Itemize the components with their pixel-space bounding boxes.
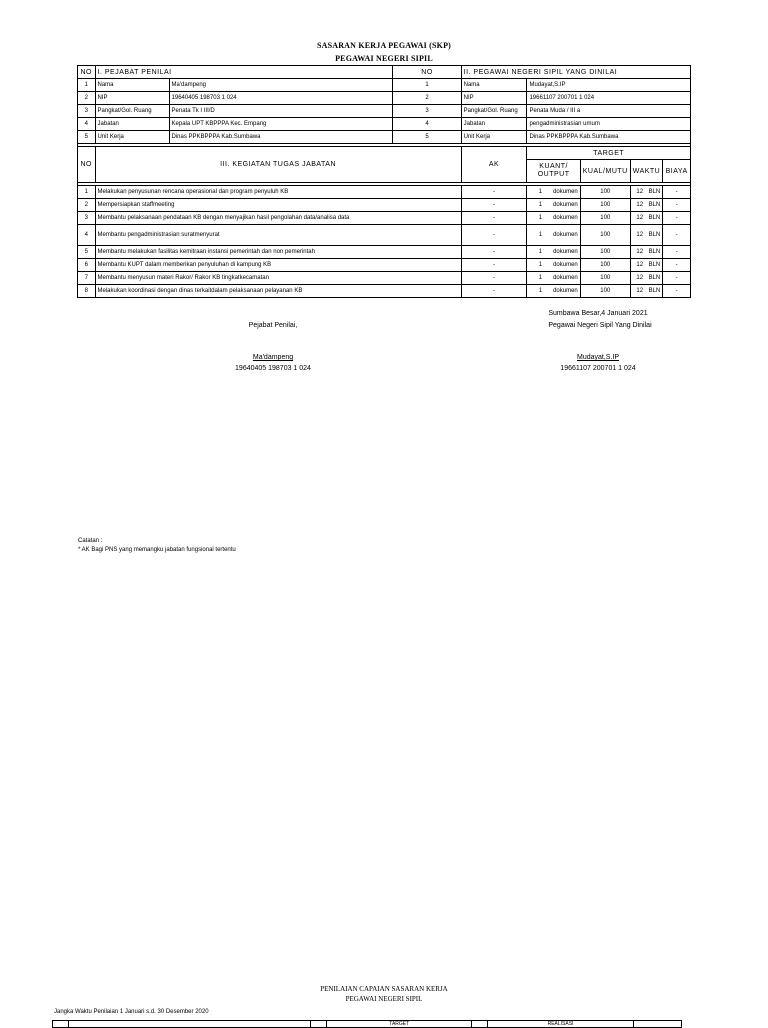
dinilai-no: 4 <box>393 118 461 131</box>
dinilai-value: pengadministrasian umum <box>527 118 691 131</box>
activity-time <box>630 259 663 272</box>
activity-quality: 100 <box>580 199 630 212</box>
doc-title-line1: SASARAN KERJA PEGAWAI (SKP) <box>316 41 452 50</box>
activity-ak: - <box>461 225 527 246</box>
np-cell <box>472 1021 488 1028</box>
activity-quality: 100 <box>580 285 630 298</box>
activity-output-unit: dokumen <box>553 249 578 255</box>
kual-header: KUAL/MUTU <box>580 160 630 183</box>
activity-output <box>527 199 580 212</box>
activity-output <box>527 225 580 246</box>
penilai-field: Unit Kerja <box>95 131 169 144</box>
activity-no: 7 <box>78 272 96 285</box>
ak-header: AK <box>461 147 527 183</box>
activity-output <box>527 259 580 272</box>
activity-time-unit: BLN <box>648 275 661 281</box>
activity-output <box>527 246 580 259</box>
activity-time-unit: BLN <box>648 232 661 238</box>
activity-cost: - <box>663 259 691 272</box>
activity-output-qty: 1 <box>538 189 543 195</box>
activity-quality: 100 <box>580 259 630 272</box>
activity-cost: - <box>663 212 691 225</box>
activity-time <box>630 246 663 259</box>
activity-time-value: 12 <box>636 249 644 255</box>
activity-no: 8 <box>78 285 96 298</box>
skp-table <box>77 65 691 298</box>
dinilai-field: NIP <box>461 92 527 105</box>
activity-text: Melakukan koordinasi dengan dinas terkaitdalam pelaksanaan pelayanan KB <box>95 285 461 298</box>
dinilai-value: Mudayat,S.IP <box>527 79 691 92</box>
activity-no: 4 <box>78 225 96 246</box>
biaya-header: BIAYA <box>663 160 691 183</box>
activity-output-qty: 1 <box>538 232 543 238</box>
penilai-no: 3 <box>78 105 96 118</box>
activity-row <box>78 225 691 246</box>
activity-ak: - <box>461 246 527 259</box>
activity-time-value: 12 <box>636 232 644 238</box>
header-row <box>78 66 691 79</box>
activity-time <box>630 285 663 298</box>
activity-output-qty: 1 <box>538 249 543 255</box>
left-signer-role: Pejabat Penilai, <box>248 322 298 329</box>
activity-time-value: 12 <box>636 275 644 281</box>
activity-ak: - <box>461 272 527 285</box>
kuant-header: KUANT/ OUTPUT <box>527 160 580 183</box>
activity-cost: - <box>663 246 691 259</box>
activity-output-unit: dokumen <box>553 275 578 281</box>
activity-no: 2 <box>78 199 96 212</box>
activity-row <box>78 259 691 272</box>
dinilai-field: Nama <box>461 79 527 92</box>
sign-date: Sumbawa Besar,4 Januari 2021 <box>548 310 648 317</box>
activity-cost: - <box>663 186 691 199</box>
penilai-value: Ma'dampeng <box>169 79 393 92</box>
activity-text: Membantu pelaksanaan pendataan KB dengan menyajikan hasil pengolahan data/analisa data <box>95 212 461 225</box>
activity-time-value: 12 <box>636 262 644 268</box>
activity-time-unit: BLN <box>648 249 661 255</box>
no-header-right: NO <box>393 66 461 79</box>
no-header: NO <box>78 66 96 79</box>
activity-time <box>630 186 663 199</box>
activity-text: Melakukan penyusunan rencana operasional dan program penyuluh KB <box>95 186 461 199</box>
activity-quality: 100 <box>580 212 630 225</box>
activity-row <box>78 199 691 212</box>
penilai-no: 2 <box>78 92 96 105</box>
activity-output-unit: dokumen <box>553 202 578 208</box>
penilai-header: I. PEJABAT PENILAI <box>95 66 393 79</box>
activity-cost: - <box>663 272 691 285</box>
np-cell <box>633 1021 681 1028</box>
activity-output <box>527 285 580 298</box>
identity-row <box>78 118 691 131</box>
activity-cost: - <box>663 285 691 298</box>
activity-time-value: 12 <box>636 288 644 294</box>
penilai-field: Jabatan <box>95 118 169 131</box>
penilai-value: Penata Tk I III/D <box>169 105 393 118</box>
activity-row <box>78 272 691 285</box>
left-signer-name: Ma'dampeng <box>252 354 294 361</box>
target-header: TARGET <box>527 147 691 160</box>
activity-output <box>527 272 580 285</box>
dinilai-field: Jabatan <box>461 118 527 131</box>
penilai-value: 19640405 198703 1 024 <box>169 92 393 105</box>
penilai-field: Nama <box>95 79 169 92</box>
activity-cost: - <box>663 199 691 212</box>
activity-row <box>78 186 691 199</box>
activity-cost: - <box>663 225 691 246</box>
dinilai-value: Dinas PPKBPPPA Kab.Sumbawa <box>527 131 691 144</box>
activity-ak: - <box>461 285 527 298</box>
kegiatan-header: III. KEGIATAN TUGAS JABATAN <box>95 147 461 183</box>
activity-time-unit: BLN <box>648 202 661 208</box>
activity-time <box>630 272 663 285</box>
activity-output-unit: dokumen <box>553 189 578 195</box>
activity-output-qty: 1 <box>538 288 543 294</box>
np-cell <box>311 1021 327 1028</box>
np-realisasi-header: REALISASI <box>488 1021 633 1028</box>
dinilai-no: 5 <box>393 131 461 144</box>
notes-text: * AK Bagi PNS yang memangku jabatan fungsional tertentu <box>78 547 236 553</box>
activity-output-unit: dokumen <box>553 288 578 294</box>
identity-row <box>78 131 691 144</box>
activity-ak: - <box>461 212 527 225</box>
np-cell <box>69 1021 311 1028</box>
activity-no: 5 <box>78 246 96 259</box>
penilai-field: NIP <box>95 92 169 105</box>
activity-output-qty: 1 <box>538 202 543 208</box>
next-page-table <box>52 1020 682 1028</box>
activity-text: Membantu KUPT dalam memberikan penyuluhan di kampung KB <box>95 259 461 272</box>
penilai-no: 1 <box>78 79 96 92</box>
kegiatan-no-header: NO <box>78 147 96 183</box>
activity-time-unit: BLN <box>648 262 661 268</box>
activity-row <box>78 246 691 259</box>
activity-output-unit: dokumen <box>553 232 578 238</box>
np-cell <box>53 1021 69 1028</box>
right-signer-nip: 19661107 200701 1 024 <box>560 365 636 372</box>
activity-no: 1 <box>78 186 96 199</box>
activity-row <box>78 285 691 298</box>
activity-time-value: 12 <box>636 202 644 208</box>
dinilai-field: Unit Kerja <box>461 131 527 144</box>
activity-quality: 100 <box>580 225 630 246</box>
left-signer-nip: 19640405 198703 1 024 <box>235 365 311 372</box>
dinilai-no: 3 <box>393 105 461 118</box>
doc-title-line2: PEGAWAI NEGERI SIPIL <box>335 54 433 63</box>
assessment-period: Jangka Waktu Penilaian 1 Januari s.d. 30 Desember 2020 <box>54 1009 209 1015</box>
activity-quality: 100 <box>580 186 630 199</box>
notes-label: Catatan : <box>78 538 103 544</box>
right-signer-role: Pegawai Negeri Sipil Yang Dinilai <box>548 322 652 329</box>
waktu-header: WAKTU <box>630 160 663 183</box>
penilai-no: 4 <box>78 118 96 131</box>
activity-output-qty: 1 <box>538 215 543 221</box>
activity-output-unit: dokumen <box>553 215 578 221</box>
activity-no: 6 <box>78 259 96 272</box>
next-page-title-line1: PENILAIAN CAPAIAN SASARAN KERJA <box>320 985 448 993</box>
activity-quality: 100 <box>580 246 630 259</box>
activity-output-unit: dokumen <box>553 262 578 268</box>
activity-text: Mempersiapkan staffmeeting <box>95 199 461 212</box>
activity-output-qty: 1 <box>538 262 543 268</box>
activity-time-value: 12 <box>636 215 644 221</box>
penilai-field: Pangkat/Gol. Ruang <box>95 105 169 118</box>
penilai-value: Dinas PPKBPPPA Kab.Sumbawa <box>169 131 393 144</box>
activity-no: 3 <box>78 212 96 225</box>
dinilai-field: Pangkat/Gol. Ruang <box>461 105 527 118</box>
next-page-title-line2: PEGAWAI NEGERI SIPIL <box>345 995 423 1003</box>
activity-time <box>630 199 663 212</box>
activity-text: Membantu menyusun materi Rakor/ Rakor KB tingkatkecamatan <box>95 272 461 285</box>
activity-output <box>527 186 580 199</box>
kegiatan-header-row <box>78 147 691 160</box>
identity-row <box>78 105 691 118</box>
activity-row <box>78 212 691 225</box>
activity-ak: - <box>461 199 527 212</box>
activity-ak: - <box>461 186 527 199</box>
penilai-value: Kepala UPT KBPPPA Kec. Empang <box>169 118 393 131</box>
penilai-no: 5 <box>78 131 96 144</box>
activity-ak: - <box>461 259 527 272</box>
activity-text: Membantu melakukan fasilitas kemitraan instansi pemerintah dan non pemerintah <box>95 246 461 259</box>
right-signer-name: Mudayat,S.IP <box>576 354 620 361</box>
activity-text: Membantu pengadministrasian suratmenyurat <box>95 225 461 246</box>
activity-time <box>630 225 663 246</box>
dinilai-value: Penata Muda / III a <box>527 105 691 118</box>
dinilai-header: II. PEGAWAI NEGERI SIPIL YANG DINILAI <box>461 66 690 79</box>
dinilai-no: 2 <box>393 92 461 105</box>
activity-time <box>630 212 663 225</box>
activity-output <box>527 212 580 225</box>
identity-row <box>78 92 691 105</box>
activity-output-qty: 1 <box>538 275 543 281</box>
np-target-header: TARGET <box>327 1021 472 1028</box>
activity-quality: 100 <box>580 272 630 285</box>
activity-time-unit: BLN <box>648 288 661 294</box>
identity-row <box>78 79 691 92</box>
activity-time-value: 12 <box>636 189 644 195</box>
activity-time-unit: BLN <box>648 189 661 195</box>
dinilai-value: 19661107 200701 1 024 <box>527 92 691 105</box>
dinilai-no: 1 <box>393 79 461 92</box>
activity-time-unit: BLN <box>648 215 661 221</box>
